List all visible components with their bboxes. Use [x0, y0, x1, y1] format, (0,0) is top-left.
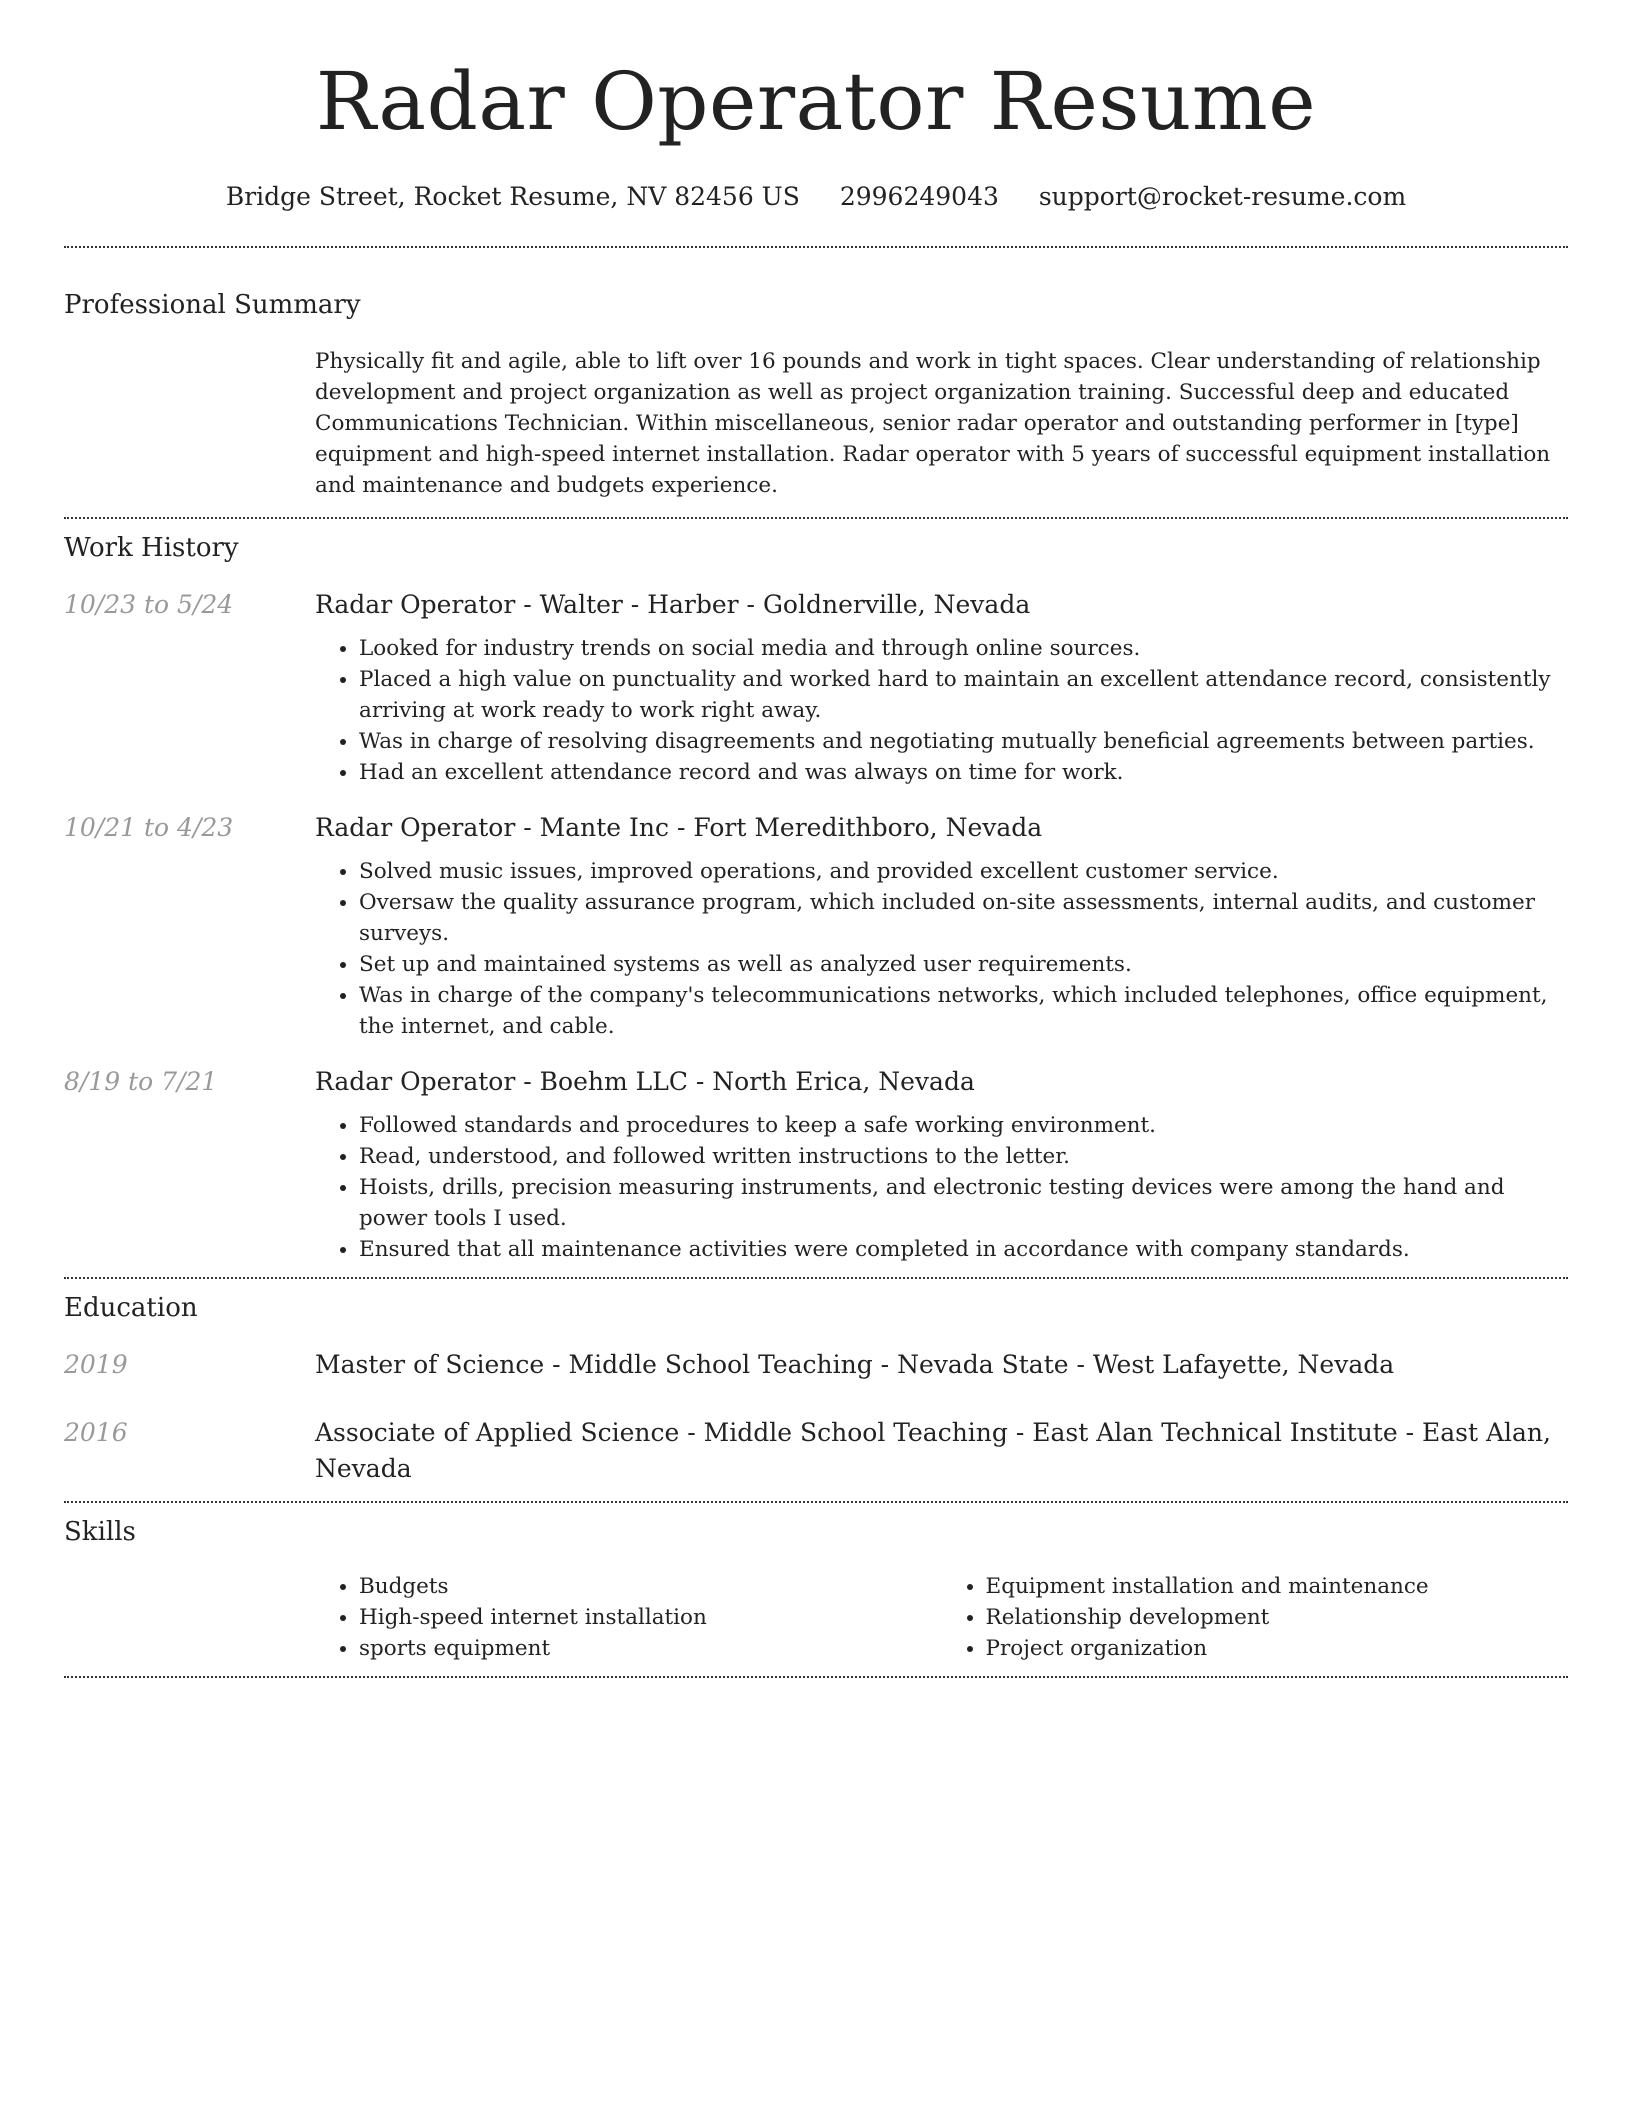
job-title: Radar Operator - Boehm LLC - North Erica, Nevada — [315, 1067, 975, 1096]
job-body — [315, 810, 1568, 1042]
job-bullets — [315, 1110, 1568, 1265]
section-divider — [64, 517, 1568, 519]
summary-heading: Professional Summary — [64, 290, 361, 320]
skills-left-column — [315, 1571, 942, 1664]
list-item: • Had an excellent attendance record and was always on time for work. — [359, 757, 1568, 788]
skills-right-column — [942, 1571, 1569, 1664]
list-item: • Ensured that all maintenance activities were completed in accordance with company standards. — [359, 1234, 1568, 1265]
professional-summary-section — [64, 288, 1568, 501]
job-dates: 8/19 to 7/21 — [64, 1067, 218, 1096]
contact-line — [64, 180, 1568, 214]
skills-section — [64, 1515, 1568, 1664]
education-year: 2016 — [64, 1418, 128, 1447]
skill-item: • sports equipment — [359, 1633, 942, 1664]
job-dates: 10/21 to 4/23 — [64, 813, 234, 842]
education-list — [64, 1347, 1568, 1487]
work-history-list — [64, 587, 1568, 1265]
skills-columns — [315, 1571, 1568, 1664]
job-entry — [64, 587, 1568, 788]
list-item: • Read, understood, and followed written instructions to the letter. — [359, 1141, 1568, 1172]
job-bullets — [315, 633, 1568, 788]
job-title: Radar Operator - Walter - Harber - Goldnerville, Nevada — [315, 590, 1031, 619]
education-section — [64, 1291, 1568, 1487]
job-body — [315, 1064, 1568, 1265]
list-item: • Solved music issues, improved operations, and provided excellent customer service. — [359, 856, 1568, 887]
skill-item: • High-speed internet installation — [359, 1602, 942, 1633]
list-item: • Set up and maintained systems as well as analyzed user requirements. — [359, 949, 1568, 980]
section-divider — [64, 1501, 1568, 1503]
list-item: • Looked for industry trends on social media and through online sources. — [359, 633, 1568, 664]
section-divider — [64, 246, 1568, 248]
skills-heading: Skills — [64, 1517, 136, 1547]
work-history-heading: Work History — [64, 533, 239, 563]
contact-phone: 2996249043 — [839, 182, 999, 211]
skill-item: • Equipment installation and maintenance — [986, 1571, 1569, 1602]
list-item: • Placed a high value on punctuality and worked hard to maintain an excellent attendance record, consistently arriving at work ready to work right away. — [359, 664, 1568, 726]
education-entry — [64, 1347, 1568, 1383]
list-item: • Followed standards and procedures to keep a safe working environment. — [359, 1110, 1568, 1141]
summary-text: Physically fit and agile, able to lift over 16 pounds and work in tight spaces. Clear understanding of relationship development and project organization as well as project organization training. Successful deep and educated Communications Technician. Within miscellaneous, senior radar operator and outstanding performer in [type] equipment and high-speed internet installation. Radar operator with 5 years of successful equipment installation and maintenance and budgets experience. — [315, 349, 1551, 498]
education-degree: Associate of Applied Science - Middle School Teaching - East Alan Technical Institute - East Alan, Nevada — [315, 1418, 1551, 1483]
contact-address: Bridge Street, Rocket Resume, NV 82456 US — [225, 182, 800, 211]
job-entry — [64, 810, 1568, 1042]
job-bullets — [315, 856, 1568, 1042]
list-item: • Oversaw the quality assurance program, which included on-site assessments, internal audits, and customer surveys. — [359, 887, 1568, 949]
work-history-section — [64, 531, 1568, 1265]
section-divider — [64, 1676, 1568, 1678]
job-body — [315, 587, 1568, 788]
education-body — [315, 1347, 1568, 1383]
skill-item: • Budgets — [359, 1571, 942, 1602]
skill-item: • Relationship development — [986, 1602, 1569, 1633]
education-body — [315, 1415, 1568, 1487]
job-entry — [64, 1064, 1568, 1265]
job-title: Radar Operator - Mante Inc - Fort Meredithboro, Nevada — [315, 813, 1043, 842]
education-heading: Education — [64, 1293, 198, 1323]
job-dates: 10/23 to 5/24 — [64, 590, 234, 619]
list-item: • Was in charge of the company's telecommunications networks, which included telephones, office equipment, the internet, and cable. — [359, 980, 1568, 1042]
education-year: 2019 — [64, 1350, 128, 1379]
contact-email: support@rocket-resume.com — [1038, 182, 1407, 211]
list-item: • Hoists, drills, precision measuring instruments, and electronic testing devices were among the hand and power tools I used. — [359, 1172, 1568, 1234]
education-degree: Master of Science - Middle School Teaching - Nevada State - West Lafayette, Nevada — [315, 1350, 1395, 1379]
resume-header — [64, 0, 1568, 214]
education-entry — [64, 1415, 1568, 1487]
skill-item: • Project organization — [986, 1633, 1569, 1664]
resume-title: Radar Operator Resume — [315, 55, 1317, 148]
list-item: • Was in charge of resolving disagreements and negotiating mutually beneficial agreements between parties. — [359, 726, 1568, 757]
section-divider — [64, 1277, 1568, 1279]
